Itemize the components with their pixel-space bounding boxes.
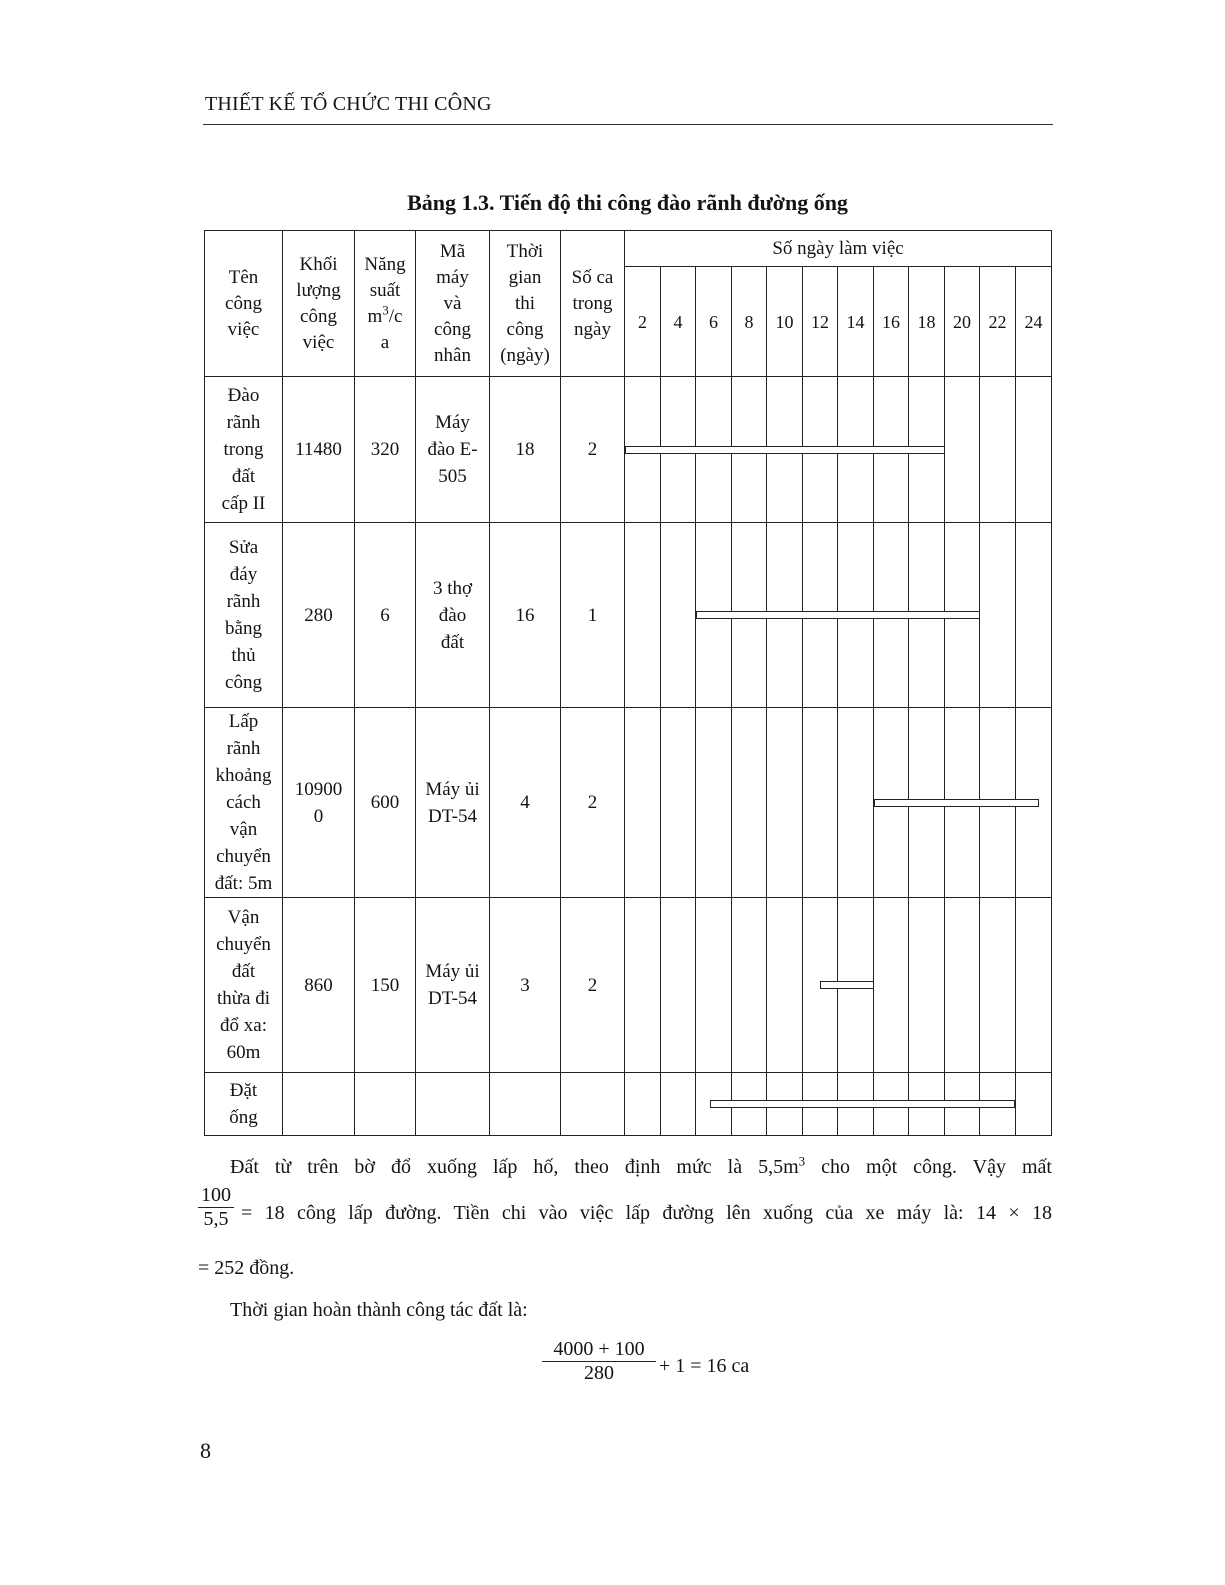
gantt-cell <box>803 708 838 898</box>
machine-cell: Máy ủi DT-54 <box>416 898 490 1073</box>
volume-cell: 11480 <box>283 377 355 523</box>
task-name-cell: Vận chuyển đất thừa đi đổ xa: 60m <box>205 898 283 1073</box>
fraction-formula: $\frac{4000 + 100}{280}$ <box>542 1338 656 1385</box>
header-so-ngay-lam-viec: Số ngày làm việc <box>625 231 1052 267</box>
day-tick: 16 <box>874 267 909 377</box>
gantt-cell <box>1016 523 1052 708</box>
productivity-cell: 150 <box>355 898 416 1073</box>
gantt-cell <box>980 898 1016 1073</box>
gantt-bar <box>710 1100 1015 1108</box>
running-header: THIẾT KẾ TỔ CHỨC THI CÔNG <box>205 93 492 115</box>
day-tick: 10 <box>767 267 803 377</box>
gantt-cell <box>1016 1073 1052 1136</box>
volume-cell <box>283 1073 355 1136</box>
day-tick: 6 <box>696 267 732 377</box>
header-so-ca: Số ca trong ngày <box>561 231 625 377</box>
table-row <box>205 523 1052 708</box>
shifts-cell <box>561 1073 625 1136</box>
page-number: 8 <box>200 1438 211 1463</box>
duration-cell: 16 <box>490 523 561 708</box>
paragraph-3: = 252 đồng. <box>198 1257 295 1279</box>
task-name-cell: Đặt ống <box>205 1073 283 1136</box>
gantt-bar <box>874 799 1039 807</box>
day-tick: 12 <box>803 267 838 377</box>
gantt-cell <box>945 377 980 523</box>
gantt-cell <box>1016 377 1052 523</box>
header-nang-suat: Năng suất $m^3/c$ a <box>355 231 416 377</box>
gantt-cell <box>909 898 945 1073</box>
gantt-cell <box>980 523 1016 708</box>
duration-cell: 18 <box>490 377 561 523</box>
productivity-cell: 600 <box>355 708 416 898</box>
paragraph-1: Đất từ trên bờ đổ xuống lấp hố, theo định mức là $5,5m^3$ cho một công. Vậy mất <box>230 1153 1052 1178</box>
gantt-bar <box>820 981 873 989</box>
table-caption: Bảng 1.3. Tiến độ thi công đào rãnh đường ống <box>407 190 848 215</box>
gantt-cell <box>625 708 661 898</box>
day-tick: 24 <box>1016 267 1052 377</box>
gantt-bar <box>625 446 945 454</box>
header-ma-may: Mã máy và công nhân <box>416 231 490 377</box>
machine-cell <box>416 1073 490 1136</box>
header-rule <box>203 124 1053 125</box>
shifts-cell: 2 <box>561 377 625 523</box>
gantt-cell <box>661 523 696 708</box>
day-tick: 18 <box>909 267 945 377</box>
day-tick: 4 <box>661 267 696 377</box>
schedule-table <box>204 230 1052 1136</box>
task-name-cell: Sửa đáy rãnh bằng thủ công <box>205 523 283 708</box>
paragraph-2: = 18 công lấp đường. Tiền chi vào việc lấp đường lên xuống của xe máy là: 14 × 18 <box>241 1202 1052 1224</box>
gantt-cell <box>696 898 732 1073</box>
table-row <box>205 898 1052 1073</box>
gantt-cell <box>661 1073 696 1136</box>
productivity-cell: 6 <box>355 523 416 708</box>
shifts-cell: 1 <box>561 523 625 708</box>
header-thoi-gian: Thời gian thi công (ngày) <box>490 231 561 377</box>
task-name-cell: Lấp rãnh khoảng cách vận chuyển đất: 5m <box>205 708 283 898</box>
gantt-cell <box>838 708 874 898</box>
gantt-cell <box>980 377 1016 523</box>
gantt-bar <box>696 611 980 619</box>
table-row <box>205 1073 1052 1136</box>
day-tick: 2 <box>625 267 661 377</box>
table-row <box>205 377 1052 523</box>
header-ten-cong-viec: Tên công việc <box>205 231 283 377</box>
volume-cell: 280 <box>283 523 355 708</box>
gantt-cell <box>696 708 732 898</box>
machine-cell: Máy đào E- 505 <box>416 377 490 523</box>
productivity-cell: 320 <box>355 377 416 523</box>
gantt-cell <box>625 1073 661 1136</box>
gantt-cell <box>767 708 803 898</box>
day-tick: 22 <box>980 267 1016 377</box>
day-tick: 14 <box>838 267 874 377</box>
gantt-cell <box>661 708 696 898</box>
gantt-cell <box>1016 898 1052 1073</box>
gantt-cell <box>732 708 767 898</box>
day-tick: 20 <box>945 267 980 377</box>
table-row <box>205 708 1052 898</box>
shifts-cell: 2 <box>561 898 625 1073</box>
fraction-100-over-5-5: $\frac{100}{5,5}$ <box>198 1184 234 1231</box>
formula-result: + 1 = 16 ca <box>659 1355 750 1377</box>
machine-cell: Máy ủi DT-54 <box>416 708 490 898</box>
shifts-cell: 2 <box>561 708 625 898</box>
paragraph-4: Thời gian hoàn thành công tác đất là: <box>230 1299 528 1321</box>
gantt-cell <box>625 898 661 1073</box>
duration-cell <box>490 1073 561 1136</box>
task-name-cell: Đào rãnh trong đất cấp II <box>205 377 283 523</box>
header-khoi-luong: Khối lượng công việc <box>283 231 355 377</box>
gantt-cell <box>732 898 767 1073</box>
duration-cell: 3 <box>490 898 561 1073</box>
machine-cell: 3 thợ đào đất <box>416 523 490 708</box>
gantt-cell <box>874 898 909 1073</box>
gantt-cell <box>625 523 661 708</box>
volume-cell: 860 <box>283 898 355 1073</box>
gantt-cell <box>945 898 980 1073</box>
duration-cell: 4 <box>490 708 561 898</box>
productivity-cell <box>355 1073 416 1136</box>
gantt-cell <box>767 898 803 1073</box>
gantt-cell <box>625 377 661 523</box>
day-tick: 8 <box>732 267 767 377</box>
volume-cell: 10900 0 <box>283 708 355 898</box>
gantt-cell <box>661 898 696 1073</box>
